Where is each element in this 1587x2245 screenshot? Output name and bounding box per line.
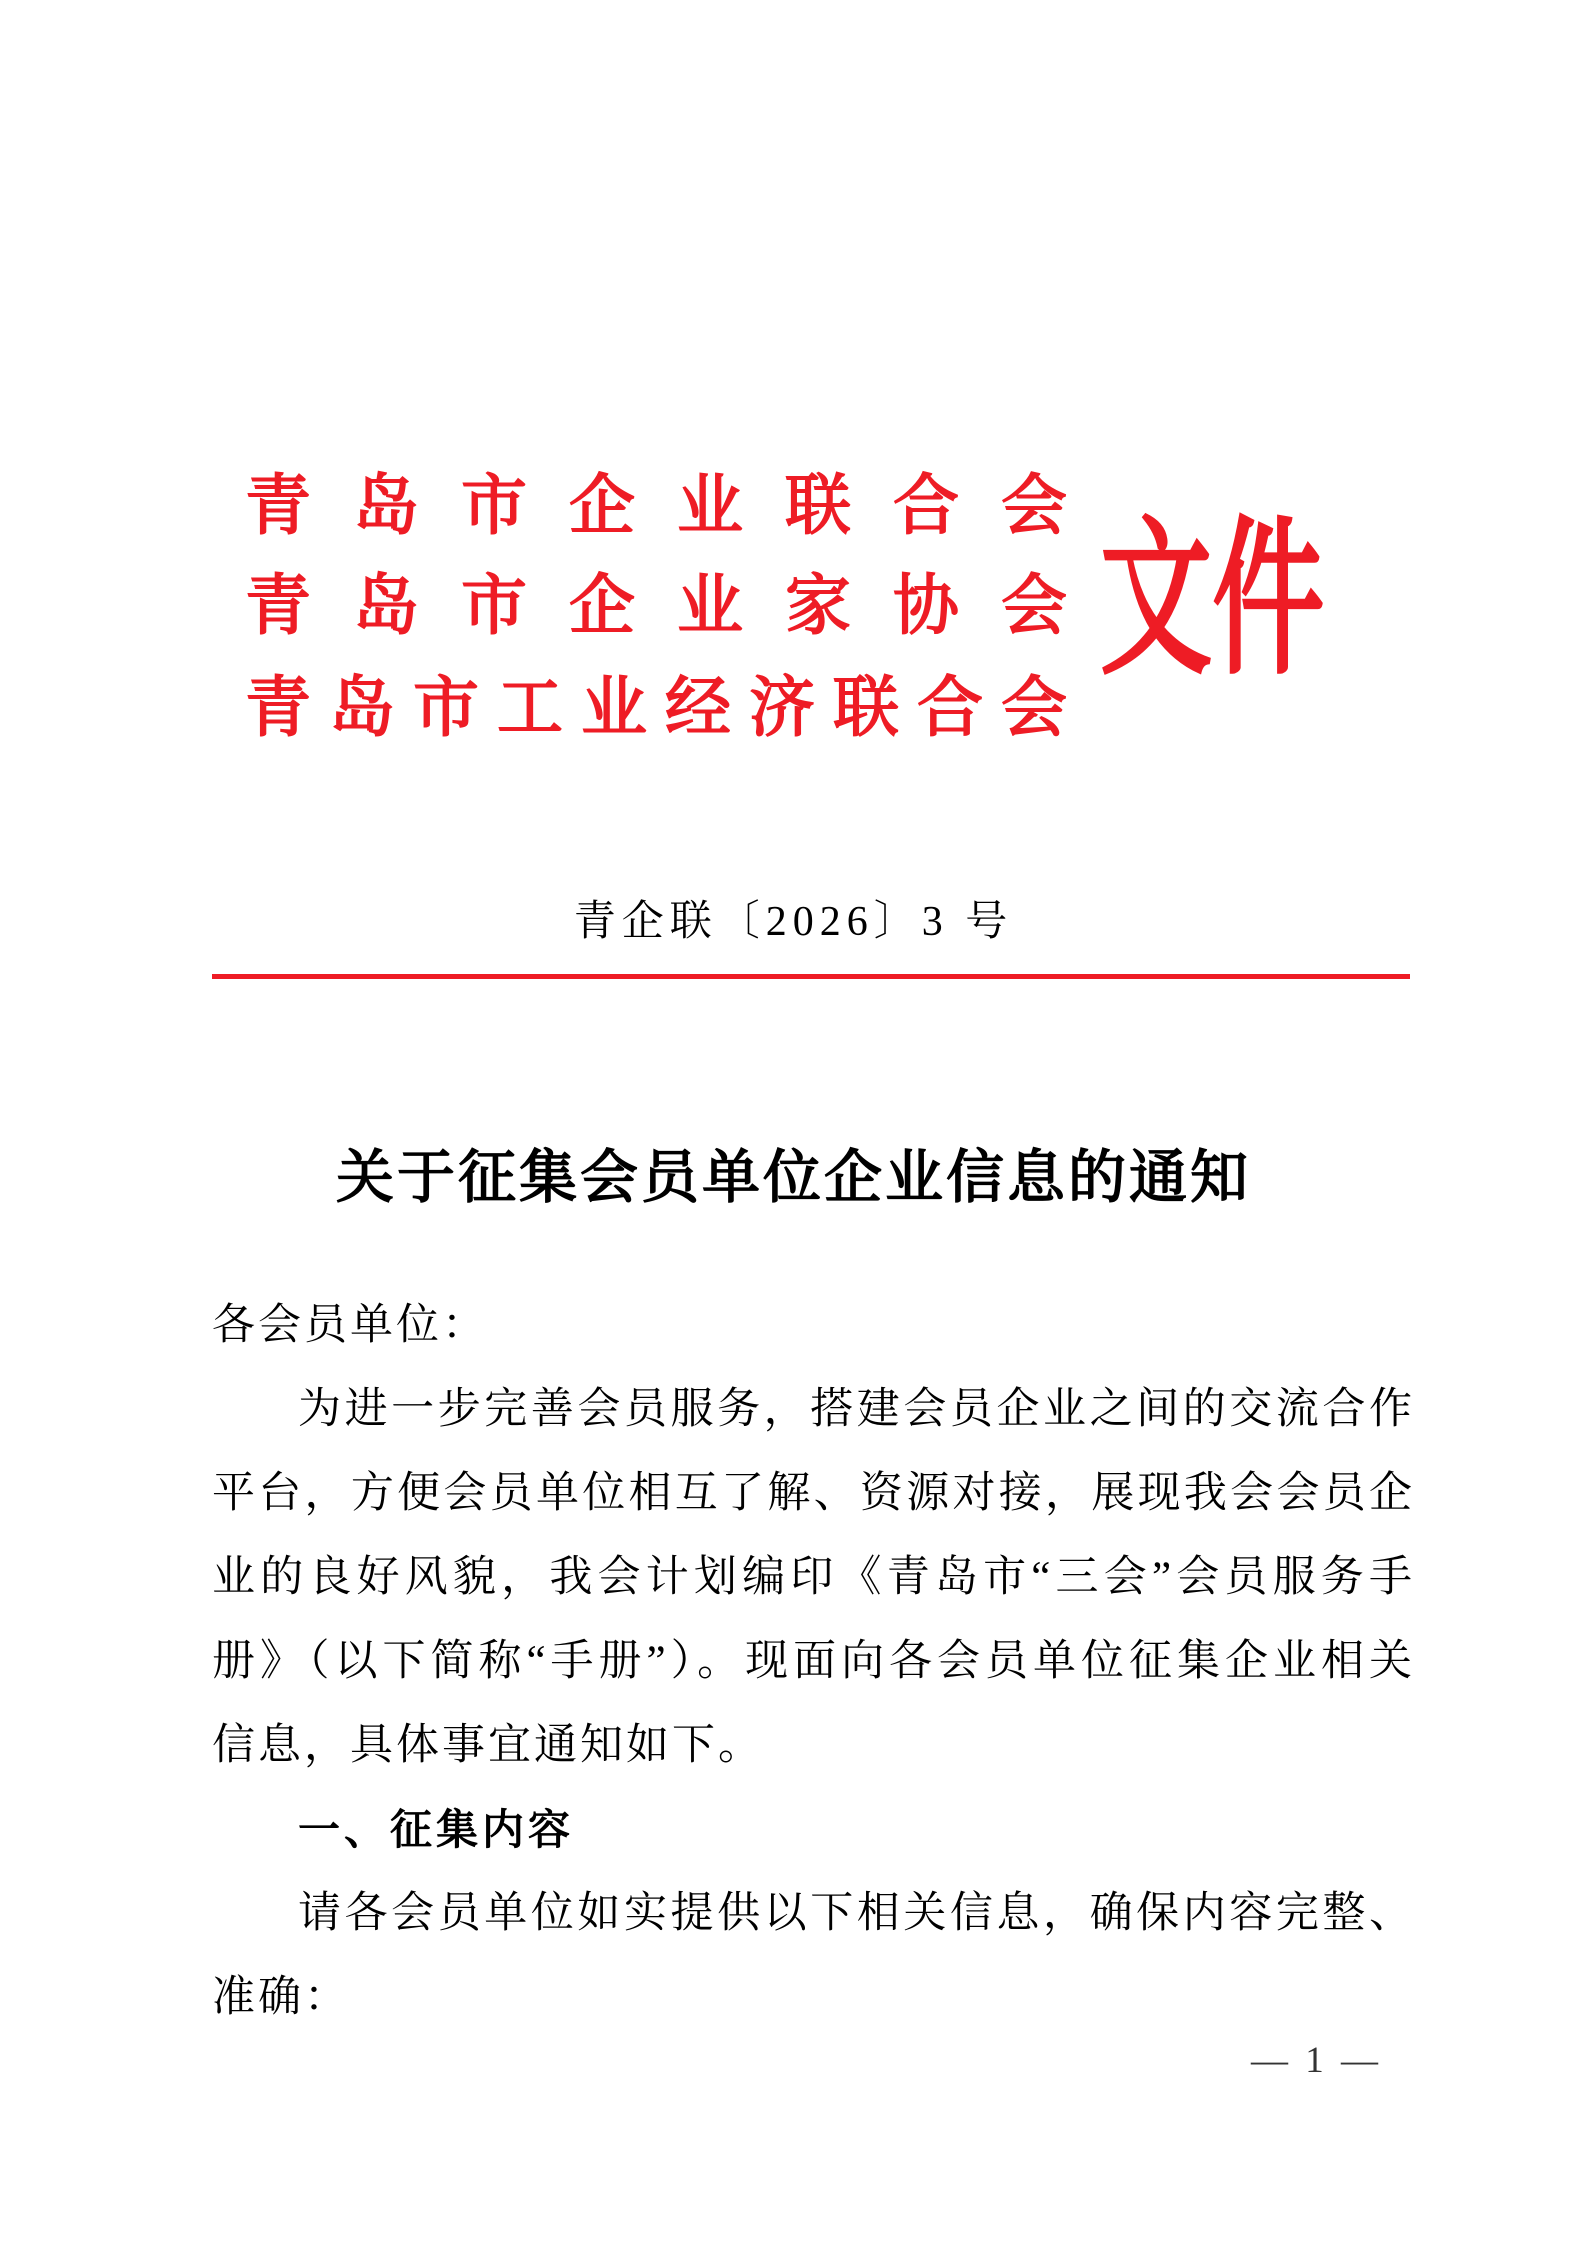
- paragraph1-line-1: 为进一步完善会员服务，搭建会员企业之间的交流合作: [298, 1386, 1412, 1433]
- section1-heading: 一、征集内容: [298, 1806, 575, 1853]
- letterhead-divider-rule: [212, 974, 1410, 979]
- paragraph1-line-2: 平台，方便会员单位相互了解、资源对接，展现我会会员企: [212, 1470, 1412, 1517]
- document-body: [212, 1284, 1412, 2040]
- paragraph1-line-4: 册》（以下简称“手册”）。现面向各会员单位征集企业相关: [212, 1638, 1412, 1685]
- letterhead-org-2: 青岛市企业家协会: [245, 570, 1067, 643]
- letterhead-org-3: 青岛市工业经济联合会: [245, 672, 1067, 745]
- paragraph1-line-3: 业的良好风貌，我会计划编印《青岛市“三会”会员服务手: [212, 1554, 1412, 1601]
- letterhead-document-label: 文件: [1100, 507, 1325, 695]
- paragraph2-line-1: 请各会员单位如实提供以下相关信息，确保内容完整、: [298, 1890, 1412, 1937]
- page-number: — 1 —: [1251, 2040, 1382, 2081]
- paragraph1-line-5: 信息，具体事宜通知如下。: [212, 1722, 764, 1769]
- document-reference-number: 青企联〔2026〕3 号: [573, 899, 1014, 945]
- letterhead-org-1: 青岛市企业联合会: [245, 470, 1067, 543]
- salutation-line: 各会员单位：: [212, 1302, 488, 1349]
- paragraph2-line-2: 准确：: [212, 1974, 350, 2021]
- document-title: 关于征集会员单位企业信息的通知: [335, 1145, 1251, 1210]
